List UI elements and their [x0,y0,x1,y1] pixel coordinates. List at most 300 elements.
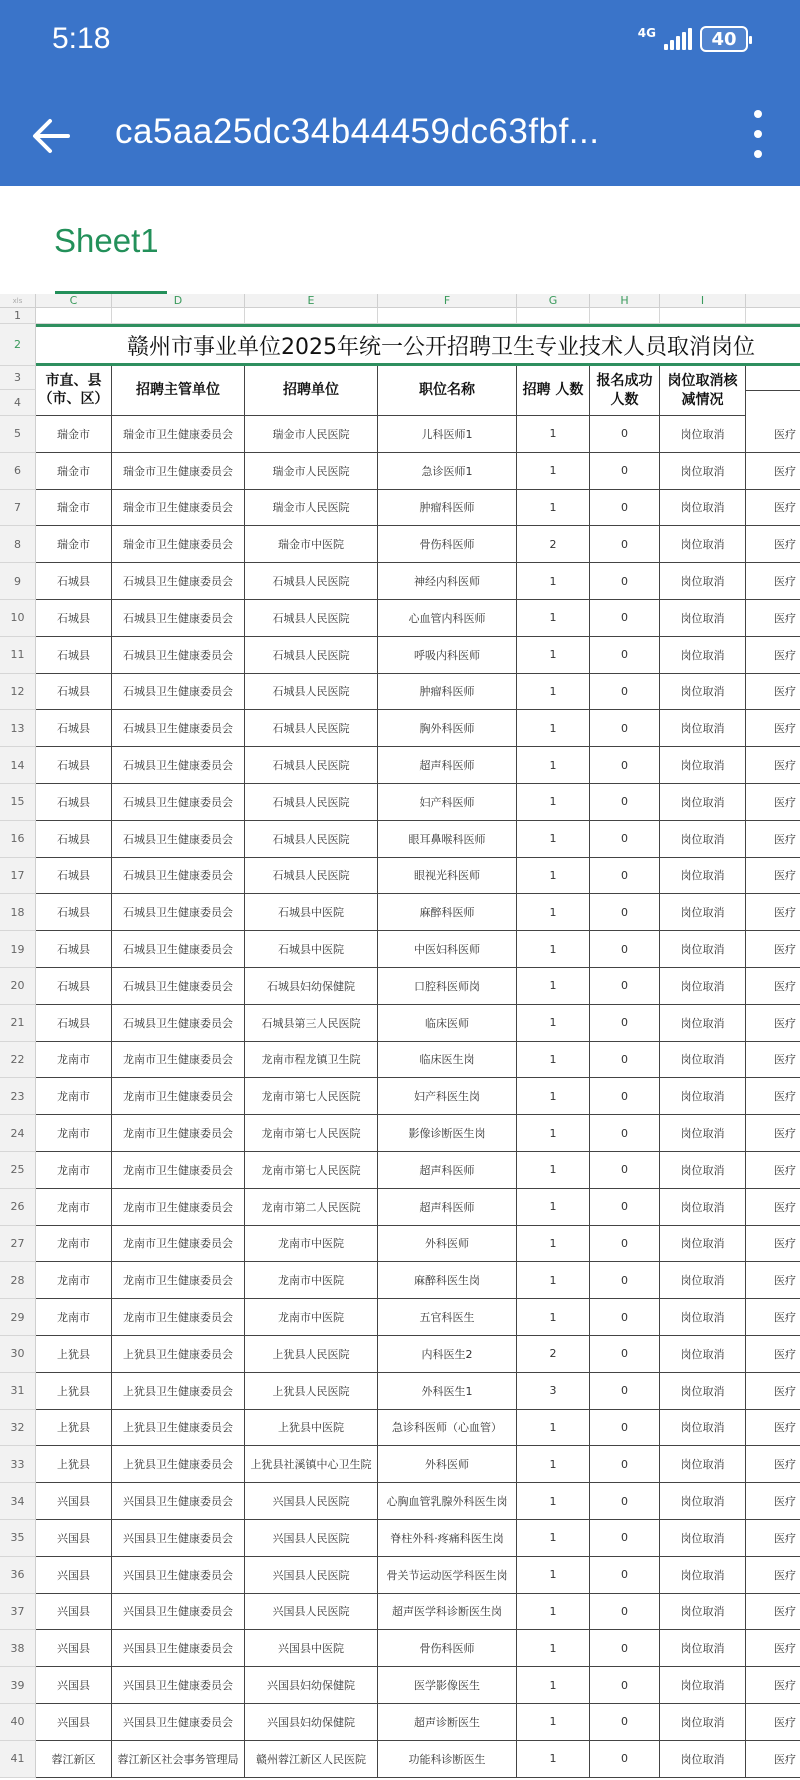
table-cell-i[interactable]: 岗位取消 [660,674,746,711]
row-header[interactable]: 41 [0,1741,36,1778]
table-cell-j[interactable]: 医疗 [746,1299,800,1336]
table-cell-c[interactable]: 兴国县 [36,1483,112,1520]
table-cell-j[interactable]: 医疗 [746,1262,800,1299]
table-cell-g[interactable]: 1 [517,1483,590,1520]
column-title-j[interactable] [746,366,800,416]
row-header[interactable]: 6 [0,453,36,490]
table-cell-j[interactable]: 医疗 [746,784,800,821]
column-header-i[interactable]: I [660,294,746,308]
table-cell-d[interactable]: 石城县卫生健康委员会 [112,1005,245,1042]
table-cell-i[interactable]: 岗位取消 [660,747,746,784]
row-header[interactable]: 27 [0,1226,36,1263]
table-cell-f[interactable]: 肿瘤科医师 [378,490,517,527]
table-cell-c[interactable]: 石城县 [36,858,112,895]
table-cell-e[interactable]: 兴国县中医院 [245,1630,378,1667]
row-header[interactable]: 24 [0,1115,36,1152]
row-header[interactable]: 15 [0,784,36,821]
row-header[interactable]: 4 [0,390,36,416]
table-cell-g[interactable]: 3 [517,1373,590,1410]
row-header[interactable]: 36 [0,1557,36,1594]
table-cell-g[interactable]: 1 [517,1005,590,1042]
table-cell-f[interactable]: 骨伤科医师 [378,1630,517,1667]
table-cell-f[interactable]: 眼耳鼻喉科医师 [378,821,517,858]
table-cell-i[interactable]: 岗位取消 [660,1226,746,1263]
more-options-button[interactable] [750,110,766,158]
table-cell-f[interactable]: 超声科医师 [378,1152,517,1189]
table-cell-c[interactable]: 龙南市 [36,1299,112,1336]
table-cell-e[interactable]: 石城县人民医院 [245,784,378,821]
table-cell-e[interactable]: 兴国县人民医院 [245,1483,378,1520]
table-cell-j[interactable]: 医疗 [746,1410,800,1447]
table-cell-i[interactable]: 岗位取消 [660,1557,746,1594]
table-cell-d[interactable]: 龙南市卫生健康委员会 [112,1299,245,1336]
table-cell-h[interactable]: 0 [590,1078,660,1115]
table-cell-e[interactable]: 兴国县人民医院 [245,1520,378,1557]
table-cell-h[interactable]: 0 [590,453,660,490]
table-cell-j[interactable]: 医疗 [746,1336,800,1373]
table-cell-e[interactable]: 上犹县人民医院 [245,1373,378,1410]
row-header[interactable]: 34 [0,1483,36,1520]
column-title-e[interactable]: 招聘单位 [245,366,378,416]
table-cell-j[interactable]: 医疗 [746,1667,800,1704]
tab-sheet1[interactable]: Sheet1 [54,222,159,259]
table-cell-g[interactable]: 1 [517,600,590,637]
table-cell-g[interactable]: 1 [517,1446,590,1483]
table-cell-c[interactable]: 石城县 [36,1005,112,1042]
table-cell-c[interactable]: 石城县 [36,784,112,821]
table-cell-e[interactable]: 石城县人民医院 [245,563,378,600]
table-cell-j[interactable]: 医疗 [746,1189,800,1226]
table-cell-d[interactable]: 上犹县卫生健康委员会 [112,1410,245,1447]
table-cell-f[interactable]: 临床医生岗 [378,1042,517,1079]
table-cell-c[interactable]: 石城县 [36,821,112,858]
table-cell-i[interactable]: 岗位取消 [660,894,746,931]
table-cell-i[interactable]: 岗位取消 [660,1667,746,1704]
table-cell-j[interactable]: 医疗 [746,747,800,784]
table-cell-g[interactable]: 1 [517,821,590,858]
table-cell-c[interactable]: 龙南市 [36,1042,112,1079]
table-cell-e[interactable]: 瑞金市人民医院 [245,490,378,527]
row-header[interactable]: 20 [0,968,36,1005]
table-cell-e[interactable]: 石城县中医院 [245,931,378,968]
table-cell-d[interactable]: 上犹县卫生健康委员会 [112,1336,245,1373]
table-cell-e[interactable]: 龙南市第七人民医院 [245,1115,378,1152]
table-cell-h[interactable]: 0 [590,1226,660,1263]
row-header[interactable]: 10 [0,600,36,637]
table-cell-g[interactable]: 1 [517,968,590,1005]
table-cell-f[interactable]: 肿瘤科医师 [378,674,517,711]
table-cell-f[interactable]: 骨伤科医师 [378,526,517,563]
row-header[interactable]: 35 [0,1520,36,1557]
table-cell-c[interactable]: 兴国县 [36,1704,112,1741]
table-cell-e[interactable]: 兴国县妇幼保健院 [245,1704,378,1741]
column-title-c[interactable]: 市直、县（市、区） [36,366,112,416]
table-cell-j[interactable]: 医疗 [746,563,800,600]
table-cell-i[interactable]: 岗位取消 [660,1410,746,1447]
table-cell-i[interactable]: 岗位取消 [660,1152,746,1189]
table-cell-g[interactable]: 1 [517,637,590,674]
table-cell-g[interactable]: 1 [517,1115,590,1152]
row-header[interactable]: 5 [0,416,36,453]
table-cell-e[interactable]: 瑞金市人民医院 [245,416,378,453]
table-cell-h[interactable]: 0 [590,931,660,968]
table-cell-g[interactable]: 1 [517,563,590,600]
table-cell-d[interactable]: 兴国县卫生健康委员会 [112,1520,245,1557]
row-header[interactable]: 3 [0,366,36,390]
table-cell-h[interactable]: 0 [590,1557,660,1594]
row-header[interactable]: 17 [0,858,36,895]
table-cell-c[interactable]: 瑞金市 [36,526,112,563]
table-cell-g[interactable]: 1 [517,453,590,490]
table-cell-i[interactable]: 岗位取消 [660,1005,746,1042]
table-cell-h[interactable]: 0 [590,858,660,895]
table-cell-e[interactable]: 龙南市中医院 [245,1299,378,1336]
table-cell-c[interactable]: 上犹县 [36,1336,112,1373]
table-cell-j[interactable]: 医疗 [746,1078,800,1115]
table-cell-j[interactable]: 医疗 [746,710,800,747]
table-cell-d[interactable]: 石城县卫生健康委员会 [112,600,245,637]
table-cell-d[interactable]: 兴国县卫生健康委员会 [112,1704,245,1741]
table-cell-i[interactable]: 岗位取消 [660,1520,746,1557]
table-cell-i[interactable]: 岗位取消 [660,1704,746,1741]
table-cell-i[interactable]: 岗位取消 [660,1042,746,1079]
table-cell-d[interactable]: 石城县卫生健康委员会 [112,674,245,711]
table-cell-f[interactable]: 外科医生1 [378,1373,517,1410]
table-cell-d[interactable]: 瑞金市卫生健康委员会 [112,526,245,563]
row-header[interactable]: 32 [0,1410,36,1447]
table-cell-f[interactable]: 心血管内科医师 [378,600,517,637]
table-cell-h[interactable]: 0 [590,637,660,674]
table-cell-h[interactable]: 0 [590,784,660,821]
table-cell-d[interactable]: 瑞金市卫生健康委员会 [112,453,245,490]
table-cell-c[interactable]: 龙南市 [36,1262,112,1299]
table-cell-e[interactable]: 上犹县社溪镇中心卫生院 [245,1446,378,1483]
column-header-h[interactable]: H [590,294,660,308]
table-cell-j[interactable]: 医疗 [746,968,800,1005]
table-cell-c[interactable]: 石城县 [36,931,112,968]
table-cell-h[interactable]: 0 [590,1446,660,1483]
table-cell-h[interactable]: 0 [590,1042,660,1079]
table-cell-f[interactable]: 超声科医师 [378,747,517,784]
table-cell-d[interactable]: 石城县卫生健康委员会 [112,784,245,821]
row-header[interactable]: 30 [0,1336,36,1373]
row-header[interactable]: 8 [0,526,36,563]
column-title-h[interactable]: 报名成功人数 [590,366,660,416]
table-cell-j[interactable]: 医疗 [746,1741,800,1778]
table-cell-h[interactable]: 0 [590,416,660,453]
table-cell-d[interactable]: 上犹县卫生健康委员会 [112,1446,245,1483]
table-cell-f[interactable]: 急诊医师1 [378,453,517,490]
table-cell-i[interactable]: 岗位取消 [660,1115,746,1152]
table-cell-d[interactable]: 兴国县卫生健康委员会 [112,1667,245,1704]
table-cell-g[interactable]: 1 [517,1704,590,1741]
table-cell-h[interactable]: 0 [590,1630,660,1667]
table-cell-g[interactable]: 1 [517,1152,590,1189]
table-cell-h[interactable]: 0 [590,1594,660,1631]
row-header[interactable]: 28 [0,1262,36,1299]
table-cell-f[interactable]: 中医妇科医师 [378,931,517,968]
row-header[interactable]: 21 [0,1005,36,1042]
table-cell-j[interactable]: 医疗 [746,600,800,637]
table-cell-c[interactable]: 石城县 [36,747,112,784]
table-cell-e[interactable]: 龙南市第七人民医院 [245,1078,378,1115]
table-cell-j[interactable]: 医疗 [746,416,800,453]
table-cell-d[interactable]: 龙南市卫生健康委员会 [112,1152,245,1189]
row-header[interactable]: 38 [0,1630,36,1667]
table-cell-f[interactable]: 外科医师 [378,1446,517,1483]
table-cell-j[interactable]: 医疗 [746,526,800,563]
table-cell-d[interactable]: 兴国县卫生健康委员会 [112,1483,245,1520]
table-cell-g[interactable]: 1 [517,490,590,527]
table-cell-c[interactable]: 蓉江新区 [36,1741,112,1778]
table-cell-d[interactable]: 石城县卫生健康委员会 [112,563,245,600]
cell[interactable] [590,308,660,324]
row-header[interactable]: 25 [0,1152,36,1189]
table-cell-j[interactable]: 医疗 [746,490,800,527]
row-header[interactable]: 11 [0,637,36,674]
table-cell-e[interactable]: 石城县妇幼保健院 [245,968,378,1005]
table-cell-d[interactable]: 龙南市卫生健康委员会 [112,1115,245,1152]
table-cell-j[interactable]: 医疗 [746,1557,800,1594]
table-cell-g[interactable]: 1 [517,1410,590,1447]
table-cell-i[interactable]: 岗位取消 [660,1189,746,1226]
table-cell-c[interactable]: 兴国县 [36,1557,112,1594]
table-cell-f[interactable]: 影像诊断医生岗 [378,1115,517,1152]
table-cell-c[interactable]: 兴国县 [36,1520,112,1557]
table-cell-d[interactable]: 石城县卫生健康委员会 [112,821,245,858]
row-header[interactable]: 23 [0,1078,36,1115]
table-cell-j[interactable]: 医疗 [746,637,800,674]
table-cell-i[interactable]: 岗位取消 [660,1373,746,1410]
table-cell-i[interactable]: 岗位取消 [660,1594,746,1631]
select-all-corner[interactable]: xls [0,294,36,308]
table-cell-j[interactable]: 医疗 [746,1520,800,1557]
table-cell-h[interactable]: 0 [590,563,660,600]
table-cell-h[interactable]: 0 [590,1520,660,1557]
table-cell-j[interactable]: 医疗 [746,1704,800,1741]
column-header-j[interactable] [746,294,800,308]
table-cell-h[interactable]: 0 [590,1115,660,1152]
table-cell-j[interactable]: 医疗 [746,1483,800,1520]
table-cell-g[interactable]: 1 [517,1042,590,1079]
row-header[interactable]: 29 [0,1299,36,1336]
table-cell-d[interactable]: 龙南市卫生健康委员会 [112,1226,245,1263]
table-cell-e[interactable]: 石城县人民医院 [245,600,378,637]
table-cell-c[interactable]: 龙南市 [36,1226,112,1263]
row-header[interactable]: 1 [0,308,36,324]
row-header[interactable]: 31 [0,1373,36,1410]
table-cell-c[interactable]: 龙南市 [36,1078,112,1115]
table-cell-h[interactable]: 0 [590,710,660,747]
cell[interactable] [36,308,112,324]
table-cell-c[interactable]: 石城县 [36,710,112,747]
table-cell-c[interactable]: 上犹县 [36,1373,112,1410]
table-cell-d[interactable]: 瑞金市卫生健康委员会 [112,490,245,527]
table-cell-i[interactable]: 岗位取消 [660,453,746,490]
table-cell-h[interactable]: 0 [590,1299,660,1336]
table-cell-c[interactable]: 上犹县 [36,1446,112,1483]
table-cell-f[interactable]: 儿科医师1 [378,416,517,453]
column-title-d[interactable]: 招聘主管单位 [112,366,245,416]
row-header[interactable]: 26 [0,1189,36,1226]
table-cell-g[interactable]: 1 [517,1078,590,1115]
table-cell-i[interactable]: 岗位取消 [660,1446,746,1483]
table-cell-e[interactable]: 上犹县中医院 [245,1410,378,1447]
table-cell-j[interactable]: 医疗 [746,1446,800,1483]
table-cell-g[interactable]: 2 [517,526,590,563]
table-cell-f[interactable]: 胸外科医师 [378,710,517,747]
table-cell-i[interactable]: 岗位取消 [660,1299,746,1336]
table-cell-f[interactable]: 麻醉科医师 [378,894,517,931]
row-header[interactable]: 14 [0,747,36,784]
table-cell-d[interactable]: 兴国县卫生健康委员会 [112,1557,245,1594]
table-cell-e[interactable]: 龙南市程龙镇卫生院 [245,1042,378,1079]
table-cell-e[interactable]: 瑞金市中医院 [245,526,378,563]
table-cell-f[interactable]: 骨关节运动医学科医生岗 [378,1557,517,1594]
table-cell-h[interactable]: 0 [590,674,660,711]
table-cell-j[interactable]: 医疗 [746,1042,800,1079]
table-cell-f[interactable]: 眼视光科医师 [378,858,517,895]
table-cell-c[interactable]: 石城县 [36,968,112,1005]
table-cell-f[interactable]: 超声科医师 [378,1189,517,1226]
table-cell-i[interactable]: 岗位取消 [660,1483,746,1520]
table-cell-g[interactable]: 1 [517,1520,590,1557]
row-header[interactable]: 16 [0,821,36,858]
table-cell-e[interactable]: 石城县人民医院 [245,858,378,895]
table-cell-g[interactable]: 1 [517,674,590,711]
table-cell-e[interactable]: 石城县人民医院 [245,710,378,747]
table-cell-e[interactable]: 龙南市第七人民医院 [245,1152,378,1189]
table-cell-j[interactable]: 医疗 [746,1594,800,1631]
table-cell-f[interactable]: 心胸血管乳腺外科医生岗 [378,1483,517,1520]
table-cell-e[interactable]: 石城县第三人民医院 [245,1005,378,1042]
table-cell-j[interactable]: 医疗 [746,894,800,931]
table-cell-e[interactable]: 石城县人民医院 [245,747,378,784]
table-cell-i[interactable]: 岗位取消 [660,416,746,453]
column-header-g[interactable]: G [517,294,590,308]
table-cell-g[interactable]: 1 [517,894,590,931]
cell[interactable] [746,308,800,324]
table-cell-g[interactable]: 1 [517,747,590,784]
table-cell-i[interactable]: 岗位取消 [660,490,746,527]
table-cell-h[interactable]: 0 [590,747,660,784]
table-cell-e[interactable]: 龙南市中医院 [245,1262,378,1299]
row-header[interactable]: 7 [0,490,36,527]
table-cell-i[interactable]: 岗位取消 [660,931,746,968]
table-cell-g[interactable]: 1 [517,1226,590,1263]
row-header[interactable]: 9 [0,563,36,600]
table-cell-g[interactable]: 1 [517,1630,590,1667]
row-header[interactable]: 2 [0,324,36,366]
table-cell-e[interactable]: 石城县人民医院 [245,674,378,711]
back-button[interactable] [28,112,76,160]
cell[interactable] [112,308,245,324]
column-title-i[interactable]: 岗位取消核减情况 [660,366,746,416]
table-cell-e[interactable]: 兴国县妇幼保健院 [245,1667,378,1704]
table-cell-c[interactable]: 石城县 [36,674,112,711]
table-cell-d[interactable]: 石城县卫生健康委员会 [112,931,245,968]
table-cell-f[interactable]: 医学影像医生 [378,1667,517,1704]
table-cell-j[interactable]: 医疗 [746,1226,800,1263]
table-cell-e[interactable]: 兴国县人民医院 [245,1594,378,1631]
table-cell-f[interactable]: 急诊科医师（心血管） [378,1410,517,1447]
column-header-c[interactable]: C [36,294,112,308]
table-cell-i[interactable]: 岗位取消 [660,821,746,858]
table-cell-j[interactable]: 医疗 [746,1630,800,1667]
table-cell-e[interactable]: 兴国县人民医院 [245,1557,378,1594]
cell[interactable] [245,308,378,324]
table-cell-i[interactable]: 岗位取消 [660,1078,746,1115]
column-header-e[interactable]: E [245,294,378,308]
table-cell-f[interactable]: 麻醉科医生岗 [378,1262,517,1299]
table-cell-d[interactable]: 兴国县卫生健康委员会 [112,1630,245,1667]
table-cell-g[interactable]: 1 [517,931,590,968]
table-cell-j[interactable]: 医疗 [746,453,800,490]
table-cell-e[interactable]: 瑞金市人民医院 [245,453,378,490]
table-cell-d[interactable]: 蓉江新区社会事务管理局 [112,1741,245,1778]
table-cell-c[interactable]: 龙南市 [36,1115,112,1152]
table-cell-f[interactable]: 口腔科医师岗 [378,968,517,1005]
table-cell-f[interactable]: 外科医师 [378,1226,517,1263]
table-cell-d[interactable]: 兴国县卫生健康委员会 [112,1594,245,1631]
row-header[interactable]: 37 [0,1594,36,1631]
table-cell-i[interactable]: 岗位取消 [660,563,746,600]
table-cell-c[interactable]: 兴国县 [36,1667,112,1704]
table-cell-c[interactable]: 石城县 [36,600,112,637]
table-cell-f[interactable]: 临床医师 [378,1005,517,1042]
table-cell-g[interactable]: 1 [517,1594,590,1631]
column-header-f[interactable]: F [378,294,517,308]
table-cell-i[interactable]: 岗位取消 [660,968,746,1005]
table-cell-c[interactable]: 瑞金市 [36,453,112,490]
table-cell-c[interactable]: 瑞金市 [36,490,112,527]
table-cell-j[interactable]: 医疗 [746,1152,800,1189]
table-cell-i[interactable]: 岗位取消 [660,784,746,821]
table-cell-h[interactable]: 0 [590,1410,660,1447]
table-cell-i[interactable]: 岗位取消 [660,1741,746,1778]
table-cell-f[interactable]: 五官科医生 [378,1299,517,1336]
table-cell-h[interactable]: 0 [590,600,660,637]
table-cell-i[interactable]: 岗位取消 [660,637,746,674]
column-title-g[interactable]: 招聘 人数 [517,366,590,416]
table-cell-g[interactable]: 1 [517,710,590,747]
table-cell-g[interactable]: 1 [517,416,590,453]
row-header[interactable]: 12 [0,674,36,711]
column-title-f[interactable]: 职位名称 [378,366,517,416]
table-cell-i[interactable]: 岗位取消 [660,526,746,563]
table-cell-j[interactable]: 医疗 [746,1005,800,1042]
table-cell-c[interactable]: 石城县 [36,563,112,600]
table-cell-e[interactable]: 石城县中医院 [245,894,378,931]
table-cell-h[interactable]: 0 [590,1667,660,1704]
table-cell-d[interactable]: 龙南市卫生健康委员会 [112,1189,245,1226]
table-cell-h[interactable]: 0 [590,1483,660,1520]
table-cell-g[interactable]: 2 [517,1336,590,1373]
table-cell-e[interactable]: 石城县人民医院 [245,637,378,674]
table-cell-i[interactable]: 岗位取消 [660,710,746,747]
cell[interactable] [660,308,746,324]
table-cell-e[interactable]: 龙南市中医院 [245,1226,378,1263]
table-cell-i[interactable]: 岗位取消 [660,1336,746,1373]
table-cell-f[interactable]: 妇产科医生岗 [378,1078,517,1115]
table-cell-i[interactable]: 岗位取消 [660,1262,746,1299]
table-cell-c[interactable]: 上犹县 [36,1410,112,1447]
table-cell-g[interactable]: 1 [517,784,590,821]
table-cell-j[interactable]: 医疗 [746,821,800,858]
table-cell-c[interactable]: 石城县 [36,637,112,674]
table-cell-j[interactable]: 医疗 [746,674,800,711]
table-cell-f[interactable]: 功能科诊断医生 [378,1741,517,1778]
